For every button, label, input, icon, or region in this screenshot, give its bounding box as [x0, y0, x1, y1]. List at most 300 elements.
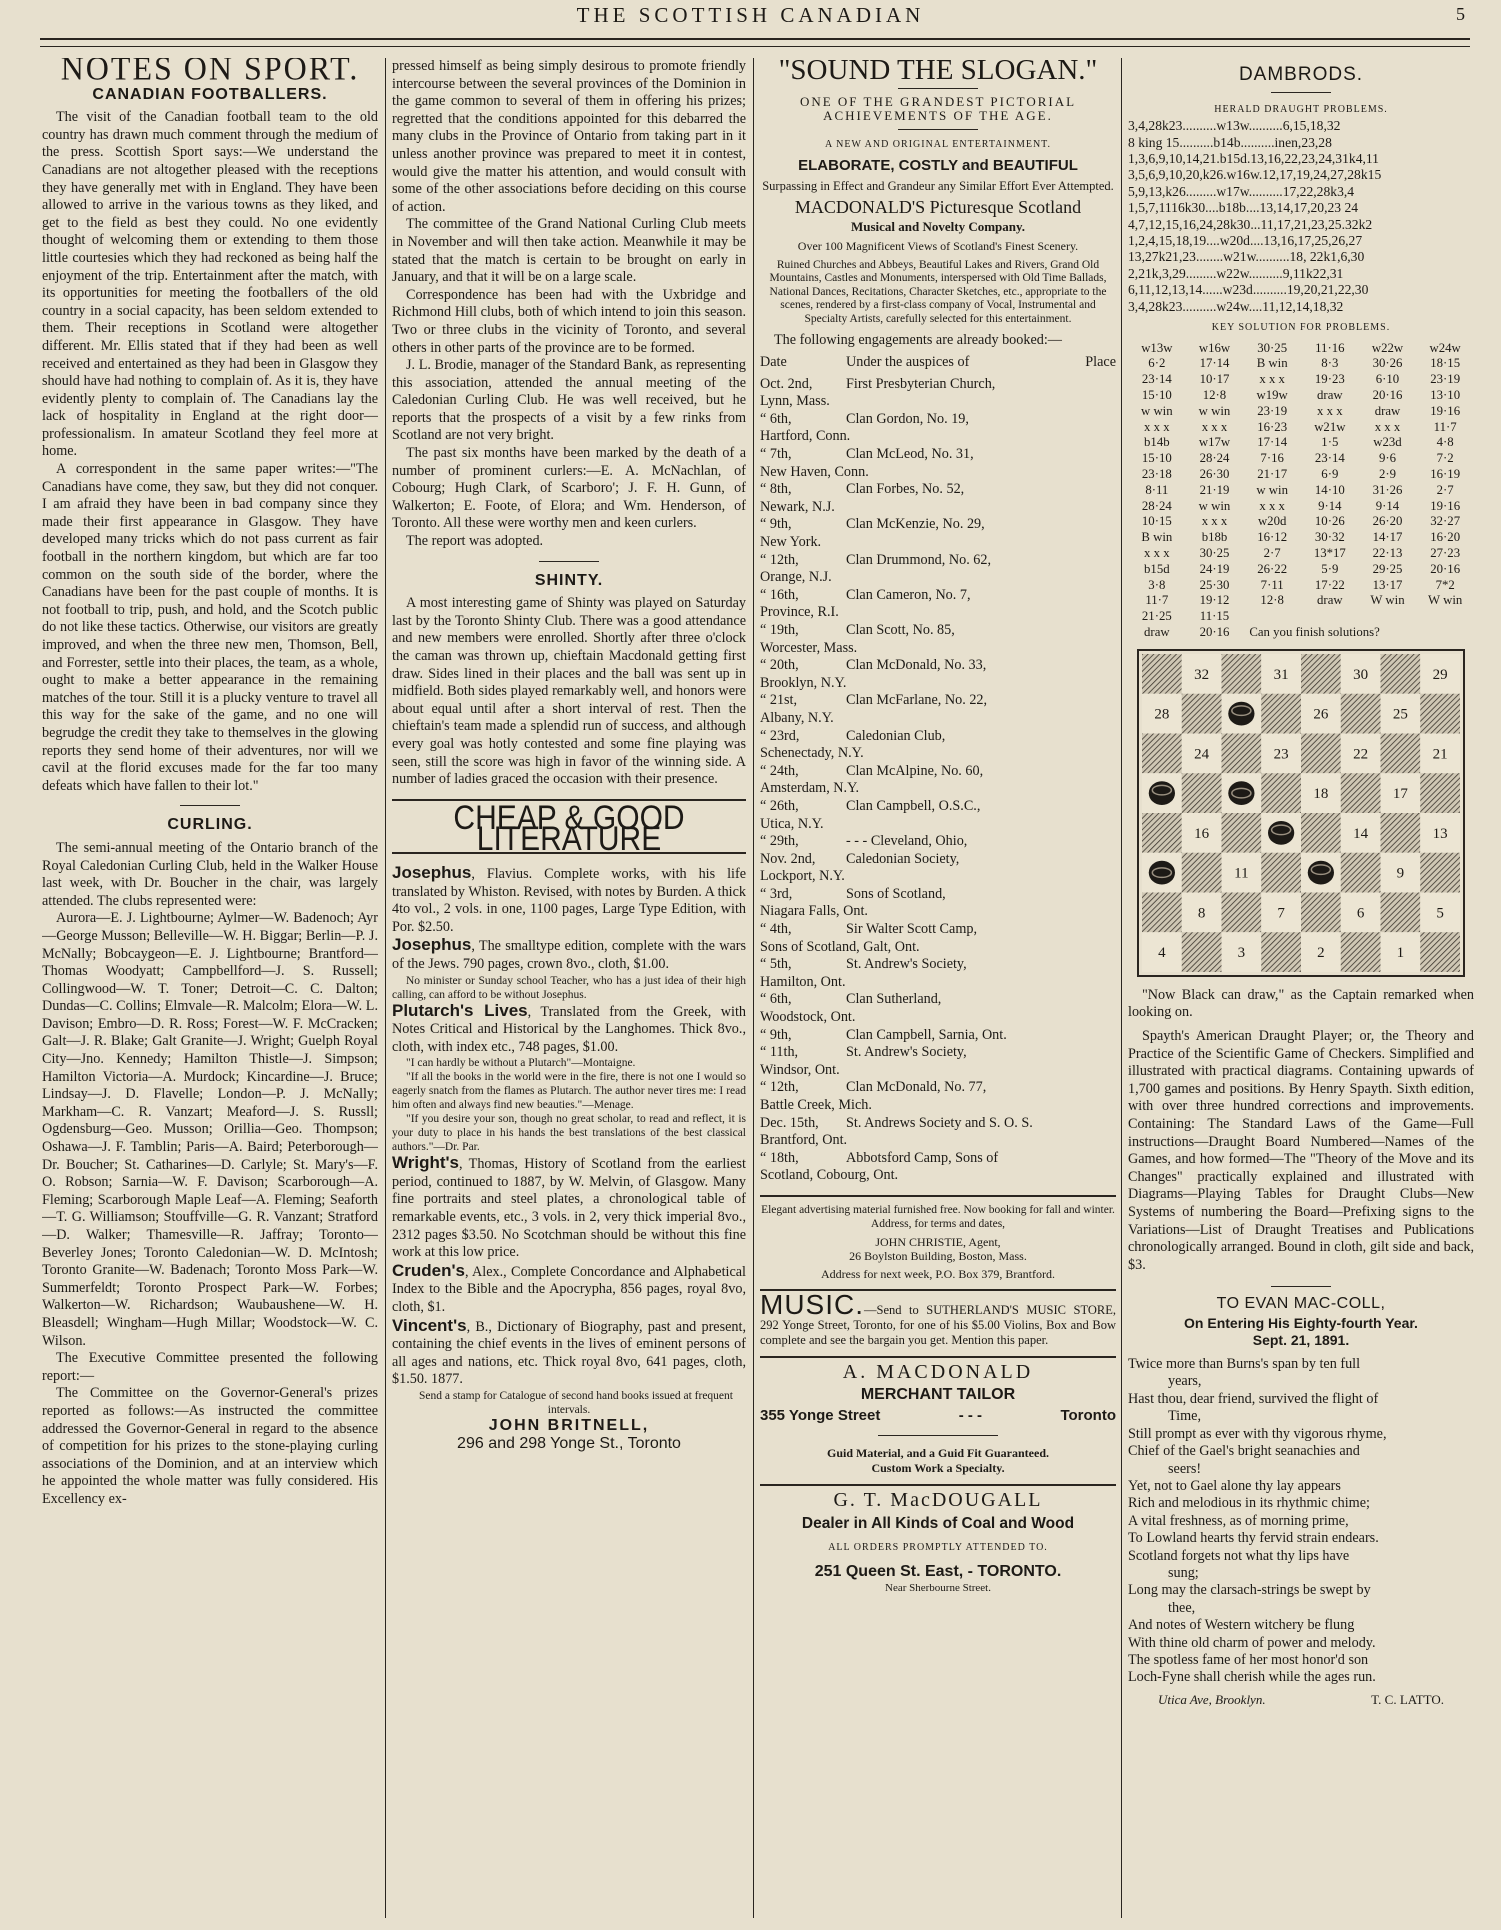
problem-line: 3,5,6,9,10,20,k26.w16w.12,17,19,24,27,28k15: [1128, 167, 1382, 183]
article-heading: SHINTY.: [534, 571, 604, 589]
key-cell: 15·10: [1141, 451, 1172, 466]
agent-address: 26 Boylston Building, Boston, Mass.: [849, 1248, 1027, 1263]
engagement-row: [760, 622, 1116, 657]
advert-subtitle: ONE OF THE GRANDEST PICTORIAL ACHIEVEMENTS OF THE AGE.: [799, 93, 1077, 123]
poem-signature: [1128, 1691, 1474, 1709]
key-cell: 26·20: [1372, 514, 1403, 529]
key-cell: 25·30: [1199, 577, 1230, 592]
key-cell: w win: [1198, 498, 1231, 513]
key-cell: 20·16: [1199, 625, 1230, 639]
key-cell: 10·17: [1199, 372, 1230, 387]
advert-title: CHEAP & GOOD LITERATURE: [453, 798, 685, 858]
board-square-dark: [1420, 773, 1460, 813]
engagement-auspices: Clan Campbell, O.S.C.,: [846, 797, 981, 814]
engagement-row: [760, 657, 1116, 692]
board-square-dark: [1301, 813, 1341, 853]
engagement-row: [760, 886, 1116, 921]
tailor-role: MERCHANT TAILOR: [860, 1385, 1016, 1403]
key-cell: 11·7: [1145, 593, 1169, 608]
board-square-dark: [1341, 694, 1381, 734]
key-cell: 7·11: [1260, 577, 1284, 592]
key-cell: 3·8: [1148, 577, 1166, 592]
key-cell: 8·11: [1145, 482, 1169, 497]
key-cell: draw: [1317, 388, 1343, 403]
key-cell: 11·7: [1433, 419, 1457, 434]
key-cell: 19·23: [1314, 372, 1345, 387]
engagement-row: [760, 956, 1116, 991]
engagement-date: “ 4th,: [760, 921, 792, 938]
problems-list: [1128, 118, 1474, 315]
column-divider: [753, 58, 754, 1918]
key-cell: 11·15: [1199, 609, 1230, 624]
engagement-date: “ 29th,: [760, 833, 799, 850]
square-number: 18: [1313, 785, 1329, 802]
seller-address: 296 and 298 Yonge St., Toronto: [457, 1434, 681, 1452]
box-rule: [760, 1484, 1116, 1486]
article-paragraph: The report was adopted.: [406, 533, 544, 550]
engagement-place: Hamilton, Ont.: [760, 973, 846, 990]
board-square-dark: [1222, 654, 1262, 694]
square-number: 5: [1436, 905, 1444, 922]
key-cell: 1·5: [1321, 435, 1339, 450]
coal-address: 251 Queen St. East, - TORONTO.: [814, 1562, 1062, 1580]
advert-tagline: ELABORATE, COSTLY and BEAUTIFUL: [798, 157, 1078, 175]
board-square-dark: [1301, 733, 1341, 773]
board-square-dark: [1142, 813, 1182, 853]
book-description: , Translated from the Greek, with Notes Critical and Historical by the Langhomes. Thick 8vo., cloth, with index etc., 748 pages, $1.00.: [392, 1003, 746, 1055]
engagement-row: [760, 921, 1116, 956]
problem-line: 13,27k21,23........w21w..........18, 22k1,6,30: [1128, 249, 1365, 265]
engagement-row: [760, 991, 1116, 1026]
key-cell: w17w: [1198, 435, 1231, 450]
coal-note: ALL ORDERS PROMPTLY ATTENDED TO.: [828, 1541, 1048, 1553]
poem-line: thee,: [1168, 1599, 1196, 1616]
engagement-row: [760, 1079, 1116, 1114]
box-rule: [760, 1195, 1116, 1197]
key-cell: W win: [1370, 593, 1405, 608]
board-square-dark: [1420, 853, 1460, 893]
poem-line: Hast thou, dear friend, survived the flight of: [1128, 1390, 1379, 1407]
square-number: 31: [1273, 666, 1289, 683]
article-paragraph: The visit of the Canadian football team to the old country has drawn much comment through the medium of the press. Scottish Sport says:—We understand the Canadians are not altogether pleased with the receptions they have generally met with in England. They have been allowed to arrive in the various towns as they liked, and get to the field as best they could. No one evidently thought of welcoming them or extending to them those little courtesies which they had reckoned as being half the enjoyment of the trip. Entertainment after the match, with its opportunities for meeting the footballers of the old country in a social capacity, has been seldom extended to them. Their receptions in Scotland were altogether different. Mr. Ellis stated that if they had been as well received and entertained as they had been in Glasgow they should have had nothing to complain of. As it is, they have evidently plenty to complain of. The Canadians lay the lack of hospitality in England at the right door—professionalism. In amateur Scotland they feel more at home.: [42, 109, 378, 460]
engagement-auspices: Clan Forbes, No. 52,: [846, 481, 965, 498]
square-number: 16: [1194, 825, 1210, 842]
poem-line: years,: [1168, 1373, 1202, 1390]
key-cell: w23d: [1373, 435, 1402, 450]
engagement-auspices: Caledonian Club,: [846, 727, 946, 744]
engagement-date: Oct. 2nd,: [760, 375, 813, 392]
key-cell: 23·14: [1141, 372, 1172, 387]
engagement-place: New Haven, Conn.: [760, 463, 869, 480]
engagement-auspices: Clan McAlpine, No. 60,: [846, 762, 984, 779]
engagement-place: Hartford, Conn.: [760, 428, 851, 445]
section-title: DAMBRODS.: [1238, 64, 1364, 85]
book-entry: [392, 936, 746, 973]
engagement-auspices: Clan McDonald, No. 77,: [846, 1079, 987, 1096]
engagements-list: [760, 376, 1116, 1185]
book-description: , Alex., Complete Concordance and Alphabetical Index to the Bible and the Apocrypha, 856 pages, royal 8vo, cloth, $1.: [392, 1263, 746, 1316]
engagement-place: Battle Creek, Mich.: [760, 1097, 872, 1113]
key-cell: 32·27: [1430, 514, 1461, 529]
engagement-auspices: Abbotsford Camp, Sons of: [846, 1149, 999, 1166]
square-number: 17: [1392, 785, 1408, 802]
board-square-dark: [1381, 892, 1421, 932]
club-list: Aurora—E. J. Lightbourne; Aylmer—W. Badenoch; Ayr—George Musson; Belleville—W. H. Biggar; Berlin—P. J. McNally; Bobcaygeon—E. J. Lightbourne; Brantford—Thomas Woodyatt; Campbellford—J. S. Russell; Collingwood—W. T. Toner; Detroit—C. C. Dalton; Dundas—C. Collins; Elmvale—R. Malcolm; Elora—W. L. Davison; Embro—D. R. Ross; Forest—W. F. McCracken; Galt—J. R. Blake; Galt Granite—J. Wright; Guelph Royal City—Jno. Kennedy; Hamilton Thistle—J. Simpson; Hamilton Victoria—A. Murdock; Kincardine—J. Bruce; Lindsay—J. D. Flavelle; London—P. J. McNally; Markham—C. R. Vanzart; Meaford—J. S. Russll; Ogdensburg—Geo. Musson; Orillia—Geo. Thompson; Oshawa—J. F. Tamblin; Paris—A. Baird; Peterborough—Dr. Boucher; St. Catharines—D. Carlyle; St. Mary's—F. O. Robson; Sarnia—W. F. Davison; Scarborough—A. Fleming; Scarborough Maple Leaf—A. Fleming; Seaforth—T. G. Williamson; Stouffville—G. R. Vanzant; Stratford—D. Walker; Thamesville—R. Jaffray; Toronto—Beverley Jones; Toronto Caledonian—W. D. McIntosh; Toronto Granite—W. Badenach; Toronto Moss Park—W. Summerfeldt; Toronto Prospect Park—W. Forbes; Walkerton—W. Richardson; Waubaushene—W. H. Bleasdell; Wingham—Hugh Millar; Woodstock—W. C. Wilson.: [42, 910, 378, 1349]
problem-line: 5,9,13,k26.........w17w..........17,22,28k3,4: [1128, 183, 1355, 199]
key-cell: 6·2: [1148, 356, 1166, 371]
tailor-note: Guid Material, and a Guid Fit Guaranteed.: [826, 1445, 1049, 1460]
board-square-dark: [1381, 813, 1421, 853]
square-number: 7: [1277, 905, 1285, 922]
engagement-place: Schenectady, N.Y.: [760, 745, 864, 762]
square-number: 32: [1194, 666, 1210, 683]
article-paragraph: The Committee on the Governor-General's prizes reported as follows:—As instructed the committee addressed the Governor-General in regard to the absence of competition for his prizes to the stone-playing curling associations of the Dominion, and at an interview which he appointed the whole matter was fully considered. His Excellency ex-: [42, 1385, 378, 1507]
key-cell: [1359, 609, 1417, 625]
board-square-dark: [1261, 932, 1301, 972]
separator: [539, 561, 599, 562]
engagement-auspices: First Presbyterian Church,: [846, 375, 996, 392]
engagement-date: “ 9th,: [760, 516, 792, 533]
engagement-date: “ 6th,: [760, 991, 792, 1008]
engagement-row: [760, 376, 1116, 411]
engagement-place: Brooklyn, N.Y.: [760, 674, 847, 691]
poem-line: Time,: [1168, 1408, 1201, 1425]
board-square-dark: [1341, 932, 1381, 972]
advert-tagline: Over 100 Magnificent Views of Scotland's Finest Scenery.: [797, 238, 1079, 253]
article-paragraph: The committee of the Grand National Curling Club meets in November and will then take action. Meanwhile it may be stated that the match is certain to be brought on early in January, and that it will be on a large scale.: [392, 216, 746, 286]
key-cell: 7*2: [1435, 577, 1455, 592]
article-paragraph: A correspondent in the same paper writes:—"The Canadians have come, they saw, but they did not conquer. I am afraid they have been in bad company since they made their first appearance in Glasgow. They have developed many tricks which do not pass current as fair football in the northern kingdom, but which are far too common on the south side of the border, where the Canadians have been for the past couple of months. It is not football to trip, push, and hold, and the Scotch public do not like these tactics. Otherwise, our visitors are greatly improved, and when the three new men, Thomson, Bell, and Forrester, settle into their places, the team, as a whole, ought to make a better appearance in the remaining matches of the tour. Still it is a plucky venture to travel all this way for the sake of the game, and no one will begrudge the credit they take to themselves in the glowing reports they send home of their adventures, nor will we cavil at the florid excuses made for the far too many defeats which have fallen to their lot.": [42, 461, 378, 794]
key-cell: [1301, 609, 1359, 625]
engagement-place: Windsor, Ont.: [760, 1061, 840, 1078]
key-cell: 14·17: [1372, 530, 1403, 545]
key-cell: 16·20: [1430, 530, 1461, 545]
square-number: 8: [1197, 905, 1206, 922]
poem-line: Still prompt as ever with thy vigorous rhyme,: [1128, 1425, 1387, 1442]
problems-heading: HERALD DRAUGHT PROBLEMS.: [1214, 103, 1388, 115]
square-number: 3: [1237, 944, 1246, 961]
key-cell: 23·19: [1430, 372, 1461, 387]
engagement-row: [760, 851, 1116, 886]
square-number: 22: [1353, 746, 1369, 763]
engagement-auspices: St. Andrews Society and S. O. S.: [846, 1114, 1033, 1131]
poem-line: sung;: [1168, 1564, 1199, 1581]
engagement-date: “ 12th,: [760, 1079, 799, 1096]
square-number: 13: [1432, 825, 1448, 842]
advert-body: Ruined Churches and Abbeys, Beautiful Lakes and Rivers, Grand Old Mountains, Castles and Monuments, interspersed with Old Time Ballads, National Dances, Recitations, Character Sketches, etc., appropriate to the scenes, rendered by a first-class company of Vocal, Instrumental and Specialty Artists, carefully selected for this entertainment.: [769, 258, 1107, 325]
engagement-row: [760, 446, 1116, 481]
book-title: Josephus: [392, 935, 472, 955]
engagement-date: “ 12th,: [760, 551, 799, 568]
key-cell: 2·7: [1436, 482, 1454, 497]
advert-tagline: A NEW AND ORIGINAL ENTERTAINMENT.: [824, 138, 1052, 150]
book-title: Plutarch's Lives: [392, 1000, 528, 1020]
engagement-row: [760, 833, 1116, 851]
key-cell: 28·24: [1199, 451, 1230, 466]
tailor-dashes: - - -: [958, 1407, 983, 1425]
article-paragraph: The past six months have been marked by the death of a number of prominent curlers:—E. A. McNachlan, of Cobourg; Hugh Clark, of Scarboro'; J. F. H. Gunn, of Walkerton; E. Foote, of Elora; and Wm. Henderson, of Toronto. All these were worthy men and keen curlers.: [392, 445, 746, 532]
key-cell: 19·12: [1199, 593, 1230, 608]
key-cell: 30·26: [1372, 356, 1403, 371]
engagements-header: [760, 354, 1116, 372]
board-square-dark: [1222, 733, 1262, 773]
engagement-row: [760, 1115, 1116, 1150]
engagement-row: [760, 552, 1116, 587]
engagement-date: “ 23rd,: [760, 727, 800, 744]
key-cell: 4·8: [1436, 435, 1454, 450]
book-entry: [392, 1317, 746, 1389]
engagement-auspices: Clan Campbell, Sarnia, Ont.: [846, 1026, 1007, 1043]
board-square-dark: [1182, 853, 1222, 893]
tailor-name: A. MACDONALD: [842, 1360, 1034, 1383]
problem-line: 1,5,7,1116k30....b18b....13,14,17,20,23 24: [1128, 200, 1359, 216]
poem-subtitle: On Entering His Eighty-fourth Year.: [1184, 1314, 1418, 1331]
poem-date: Sept. 21, 1891.: [1252, 1332, 1350, 1349]
engagement-date: “ 6th,: [760, 410, 792, 427]
engagements-intro: The following engagements are already booked:—: [774, 332, 1062, 349]
square-number: 2: [1317, 944, 1325, 961]
engagement-auspices: Clan Drummond, No. 62,: [846, 551, 992, 568]
key-cell: 10·26: [1314, 514, 1345, 529]
square-number: 4: [1158, 944, 1166, 961]
key-cell: w win: [1198, 403, 1231, 418]
key-cell: 24·19: [1199, 561, 1230, 576]
draughts-board-diagram: [1142, 654, 1460, 972]
key-cell: 30·25: [1257, 340, 1288, 355]
engagement-row: [760, 1044, 1116, 1079]
key-cell: 9·6: [1378, 451, 1397, 466]
column-header-place: Place: [1085, 354, 1116, 371]
board-square-dark: [1261, 773, 1301, 813]
engagement-row: [760, 1027, 1116, 1045]
article-paragraph: The semi-annual meeting of the Ontario branch of the Royal Caledonian Curling Club, held in the Walker House last week, with Dr. Boucher in the chair, was largely attended. The clubs represented were:: [42, 839, 378, 909]
separator: [898, 129, 978, 130]
article-heading: CANADIAN FOOTBALLERS.: [92, 85, 328, 103]
problem-line: 4,7,12,15,16,24,28k30...11,17,21,23,25.32k2: [1128, 216, 1373, 232]
engagement-place: Niagara Falls, Ont.: [760, 903, 868, 920]
top-rule-thin: [40, 46, 1470, 47]
square-number: 24: [1194, 746, 1210, 763]
company-subtitle: Musical and Novelty Company.: [850, 219, 1026, 235]
square-number: 29: [1432, 666, 1448, 683]
column-divider: [385, 58, 386, 1918]
advert-tagline: Surpassing in Effect and Grandeur any Similar Effort Ever Attempted.: [762, 178, 1114, 193]
key-cell: x x x: [1144, 546, 1170, 561]
engagement-date: “ 20th,: [760, 657, 799, 674]
engagement-date: “ 18th,: [760, 1149, 799, 1166]
article-paragraph: Correspondence has been had with the Uxbridge and Richmond Hill clubs, both of which intend to join this season. Two or three clubs in the vicinity of Toronto, and several others in other parts of the province are to be formed.: [392, 286, 746, 356]
square-number: 28: [1154, 706, 1170, 723]
key-cell: 2·9: [1378, 467, 1397, 482]
engagement-place: Utica, N.Y.: [760, 815, 824, 832]
separator: [898, 88, 978, 89]
key-cell: 20·16: [1372, 388, 1403, 403]
poem-line: Long may the clarsach-strings be swept by: [1128, 1582, 1371, 1599]
engagement-auspices: Sir Walter Scott Camp,: [846, 921, 977, 938]
engagement-place: Lockport, N.Y.: [760, 868, 845, 885]
key-cell: 17·14: [1257, 435, 1288, 450]
page-number: 5: [1456, 4, 1465, 24]
engagement-auspices: Clan Sutherland,: [846, 991, 942, 1008]
key-cell: 26·30: [1199, 467, 1230, 482]
board-square-dark: [1301, 892, 1341, 932]
engagement-auspices: - - - Cleveland, Ohio,: [846, 833, 968, 850]
key-cell: 21·17: [1257, 467, 1288, 482]
square-number: 9: [1396, 865, 1405, 882]
section-title: NOTES ON SPORT.: [60, 58, 360, 87]
poem-line: Rich and melodious in its rhythmic chime;: [1128, 1495, 1370, 1512]
key-cell: B win: [1141, 530, 1173, 545]
square-number: 23: [1273, 746, 1289, 763]
poem-line: To Lowland hearts thy fervid strain endears.: [1128, 1530, 1379, 1547]
column-dambrods: [1128, 58, 1474, 1918]
book-advert: Spayth's American Draught Player; or, the Theory and Practice of the Scientific Game of Checkers. Simplified and illustrated with practical diagrams. Containing upwards of 1,700 games and positions. By Henry Spayth. Sixth edition, with over three hundred corrections and improvements. Containing: The Standard Laws of the Game—Full instructions—Draught Board Numbered—Names of the Games, and how formed—The "Theory of the Move and its Changes" practically explained and illustrated with Diagrams—Playing Tables for Draught Clubs—New Systems of numbering the Board—Prefixing signs to the Variations—List of Draught Treatises and Publications chronologically arranged. Bound in cloth, gilt side and back, $3.: [1128, 1027, 1474, 1273]
key-cell: 2·7: [1263, 546, 1281, 561]
poem-title: TO EVAN MAC-COLL,: [1216, 1295, 1386, 1313]
problem-line: 1,2,4,15,18,19....w20d....13,16,17,25,26,27: [1128, 233, 1363, 249]
engagement-auspices: Clan Gordon, No. 19,: [846, 410, 969, 427]
key-cell: 15·10: [1141, 388, 1172, 403]
book-entry: [392, 1262, 746, 1317]
key-heading: KEY SOLUTION FOR PROBLEMS.: [1211, 322, 1391, 334]
key-cell: 12·8: [1260, 593, 1284, 608]
masthead: THE SCOTTISH CANADIAN: [576, 3, 925, 27]
column-curling-literature: [392, 58, 746, 1918]
key-cell: 23·19: [1257, 403, 1288, 418]
key-cell: 27·23: [1430, 546, 1461, 561]
engagement-row: [760, 481, 1116, 516]
key-cell: x x x: [1144, 419, 1170, 434]
book-quote: "I can hardly be without a Plutarch"—Montaigne.: [406, 1057, 636, 1070]
square-number: 30: [1353, 666, 1369, 683]
key-cell: x x x: [1259, 372, 1285, 387]
article-paragraph: J. L. Brodie, manager of the Standard Bank, as representing this association, attended the annual meeting of the Caledonian Curling Club. He was well received, but he reports that the prospects of a visit by a few rinks from Scotland are not very bright.: [392, 357, 746, 444]
key-cell: [1416, 609, 1474, 625]
engagement-row: [760, 1150, 1116, 1185]
problem-line: 1,3,6,9,10,14,21.b15d.13,16,22,23,24,31k4,11: [1128, 151, 1379, 166]
coal-dealer-role: Dealer in All Kinds of Coal and Wood: [801, 1515, 1075, 1533]
article-paragraph: A most interesting game of Shinty was played on Saturday last by the Toronto Shinty Club. There was a good attendance and new members were enrolled. Shortly after three o'clock the caman was thrown up, chieftain Macdonald getting first draw. Sides lined in their places and the ball was sent up in midfield. Both sides played remarkably well, and honors were about equal until after a short interval of rest. Then the chieftain's team made a splendid run of success, and although every goal was hotly contested and some fine playing was seen, still the score was high in favor of the winning side. A number of ladies graced the occasion with their presence.: [392, 595, 746, 788]
poem-line: Loch-Fyne shall cherish while the ages run.: [1128, 1669, 1376, 1686]
engagement-place: Woodstock, Ont.: [760, 1009, 856, 1026]
key-cell: w22w: [1371, 340, 1404, 355]
board-square-dark: [1341, 853, 1381, 893]
board-square-dark: [1381, 733, 1421, 773]
key-cell: 9·14: [1318, 498, 1342, 513]
engagement-place: Sons of Scotland, Galt, Ont.: [760, 938, 920, 955]
key-cell: 16·12: [1257, 530, 1288, 545]
key-cell: 16·23: [1257, 419, 1288, 434]
key-cell: 18·15: [1430, 356, 1461, 371]
engagement-row: [760, 587, 1116, 622]
square-number: 11: [1234, 865, 1249, 882]
company-name: MACDONALD'S Picturesque Scotland: [794, 196, 1082, 217]
engagement-date: “ 5th,: [760, 956, 792, 973]
catalogue-note: Send a stamp for Catalogue of second hand books issued at frequent intervals.: [419, 1390, 733, 1416]
poem-line: The spotless fame of her most honor'd son: [1128, 1651, 1369, 1668]
board-square-dark: [1222, 892, 1262, 932]
problem-line: 8 king 15..........b14b..........inen,23,28: [1128, 134, 1332, 150]
key-cell: B win: [1256, 356, 1288, 371]
key-cell: 28·24: [1141, 498, 1172, 513]
separator: [878, 1435, 998, 1436]
engagement-place: Newark, N.J.: [760, 498, 835, 515]
engagement-date: “ 11th,: [760, 1044, 799, 1061]
key-cell: w16w: [1198, 340, 1231, 355]
key-cell: b14b: [1144, 435, 1170, 450]
key-cell: 8·3: [1321, 356, 1339, 371]
book-title: Wright's: [392, 1153, 460, 1173]
board-square-dark: [1142, 654, 1182, 694]
coal-near: Near Sherbourne Street.: [885, 1582, 991, 1595]
book-quote: "If you desire your son, though no great scholar, to read and reflect, it is your duty to place in his hands the best translations of the best classical authors."—Dr. Par.: [392, 1113, 746, 1154]
book-description: , Thomas, History of Scotland from the earliest period, continued to 1887, by W. Melvin, of Glasgow. Many fine portraits and steel plates, a chronological table of remarkable events, etc., 3 vols. in 2, very thick imperial 8vo., 2312 pages $3.50. No Scotchman should be without this fine work at this low price.: [392, 1156, 746, 1261]
engagement-auspices: Clan Cameron, No. 7,: [846, 586, 971, 603]
column-header-auspices: Under the auspices of: [846, 354, 970, 371]
column-header-date: Date: [760, 354, 787, 371]
engagement-date: “ 16th,: [760, 586, 799, 603]
key-cell: 7·16: [1260, 451, 1284, 466]
engagement-auspices: Clan McFarlane, No. 22,: [846, 692, 988, 709]
engagement-place: Scotland, Cobourg, Ont.: [760, 1167, 899, 1184]
board-square-dark: [1142, 892, 1182, 932]
engagement-auspices: St. Andrew's Society,: [846, 1044, 967, 1061]
book-title: Vincent's: [392, 1315, 467, 1335]
poem-body: [1128, 1356, 1474, 1687]
separator: [1271, 1286, 1331, 1287]
key-cell: 9·14: [1375, 498, 1400, 513]
square-number: 25: [1392, 706, 1408, 723]
board-square-dark: [1301, 654, 1341, 694]
key-cell: draw: [1144, 625, 1170, 639]
key-solution-grid: [1128, 341, 1474, 641]
engagement-place: Brantford, Ont.: [760, 1132, 848, 1149]
key-cell: 23·14: [1314, 451, 1345, 466]
engagement-row: [760, 411, 1116, 446]
key-cell: w win: [1141, 403, 1173, 418]
engagement-date: “ 24th,: [760, 762, 799, 779]
engagement-place: Lynn, Mass.: [760, 393, 830, 410]
book-title: Josephus: [392, 862, 472, 882]
key-cell: 19·16: [1430, 498, 1461, 513]
board-square-dark: [1182, 932, 1222, 972]
engagement-auspices: Clan McLeod, No. 31,: [846, 446, 974, 463]
tailor-note: Custom Work a Specialty.: [871, 1460, 1005, 1475]
book-description: , Flavius. Complete works, with his life translated by Whiston. Revised, with notes by Burden. A thick 4to vol., 2 vols. in one, 1100 pages, Large Type Edition, with Por. $2.50.: [392, 865, 746, 935]
board-square-dark: [1222, 813, 1262, 853]
book-description: , B., Dictionary of Biography, past and present, containing the chief events in the lives of eminent persons of all ages and nations, etc. Thick royal 8vo, 641 pages, cloth, $1.50. 1877.: [392, 1318, 746, 1388]
box-rule: [760, 1356, 1116, 1358]
music-body: —Send to SUTHERLAND'S MUSIC STORE, 292 Yonge Street, Toronto, for one of his $5.00 Violins, Box and Bow complete and see the bargain you get. Mention this paper.: [760, 1302, 1116, 1347]
poem-line: A vital freshness, as of morning prime,: [1128, 1512, 1349, 1529]
key-cell: x x x: [1374, 419, 1401, 434]
engagement-auspices: Clan McKenzie, No. 29,: [846, 516, 985, 533]
poem-line: Chief of the Gael's bright seanachies and: [1128, 1443, 1360, 1460]
engagement-date: “ 7th,: [760, 446, 792, 463]
key-cell: x x x: [1317, 403, 1343, 418]
engagement-row: [760, 516, 1116, 551]
poem-line: Scotland forgets not what thy lips have: [1128, 1547, 1350, 1564]
square-number: 26: [1313, 706, 1329, 723]
key-cell: 12·8: [1202, 388, 1227, 403]
engagement-date: “ 8th,: [760, 481, 792, 498]
engagement-auspices: Sons of Scotland,: [846, 885, 946, 902]
poem-author: T. C. LATTO.: [1371, 1691, 1444, 1707]
board-square-dark: [1182, 773, 1222, 813]
square-number: 21: [1432, 746, 1448, 763]
key-cell: w24w: [1429, 340, 1461, 355]
square-number: 6: [1356, 905, 1365, 922]
